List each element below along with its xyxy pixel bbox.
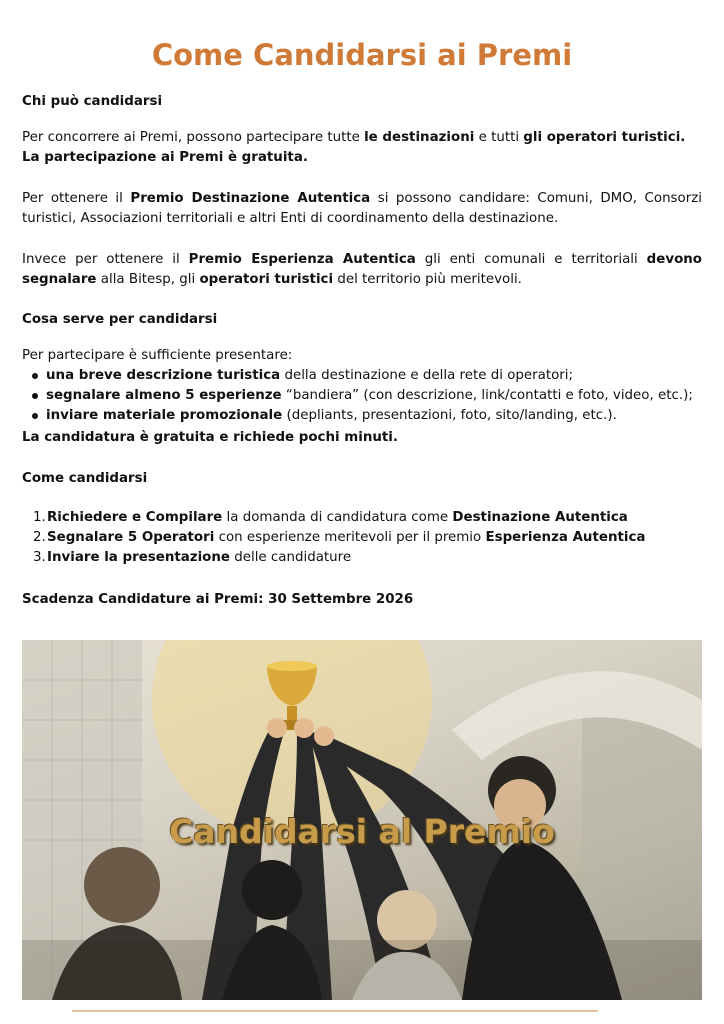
bullet-icon	[32, 393, 38, 399]
bullet-icon	[32, 373, 38, 379]
section-heading-how: Come candidarsi	[22, 471, 148, 486]
list-item: segnalare almeno 5 esperienze “bandiera” (con descrizione, link/contatti e foto, video, etc.);	[22, 386, 702, 406]
footer-divider	[72, 1010, 598, 1012]
list-item: inviare materiale promozionale (depliants, presentazioni, foto, sito/landing, etc.).	[22, 406, 702, 426]
bullet-icon	[32, 413, 38, 419]
team-trophy-photo	[22, 640, 702, 1000]
page-title: Come Candidarsi ai Premi	[151, 38, 573, 72]
list-item: 2. Segnalare 5 Operatori con esperienze meritevoli per il premio Esperienza Autentica	[33, 530, 646, 545]
deadline: Scadenza Candidature ai Premi: 30 Settembre 2026	[22, 592, 414, 607]
list-item: 1. Richiedere e Compilare la domanda di candidatura come Destinazione Autentica	[33, 510, 628, 525]
steps-list	[22, 508, 702, 568]
paragraph-destination-award: Per ottenere il Premio Destinazione Autentica si possono candidare: Comuni, DMO, Consorzi turistici, Associazioni territoriali e altri Enti di coordinamento della destinazione.	[22, 191, 702, 226]
list-item: una breve descrizione turistica della destinazione e della rete di operatori;	[22, 366, 702, 386]
requirements-list	[22, 366, 702, 426]
list-item: 3. Inviare la presentazione delle candidature	[33, 550, 352, 565]
paragraph-participation: Per concorrere ai Premi, possono partecipare tutte le destinazioni e tutti gli operatori turistici. La partecipazione ai Premi è gratuita.	[22, 130, 686, 165]
free-application-note: La candidatura è gratuita e richiede pochi minuti.	[22, 430, 398, 445]
section-heading-who: Chi può candidarsi	[22, 94, 163, 109]
section-heading-requirements: Cosa serve per candidarsi	[22, 312, 218, 327]
requirements-intro: Per partecipare è sufficiente presentare:	[22, 348, 293, 363]
paragraph-experience-award: Invece per ottenere il Premio Esperienza Autentica gli enti comunali e territoriali devono segnalare alla Bitesp, gli operatori turistici del territorio più meritevoli.	[22, 252, 702, 287]
free-participation-note: La partecipazione ai Premi è gratuita.	[22, 150, 308, 165]
photo-caption: Candidarsi al Premio	[169, 812, 555, 851]
